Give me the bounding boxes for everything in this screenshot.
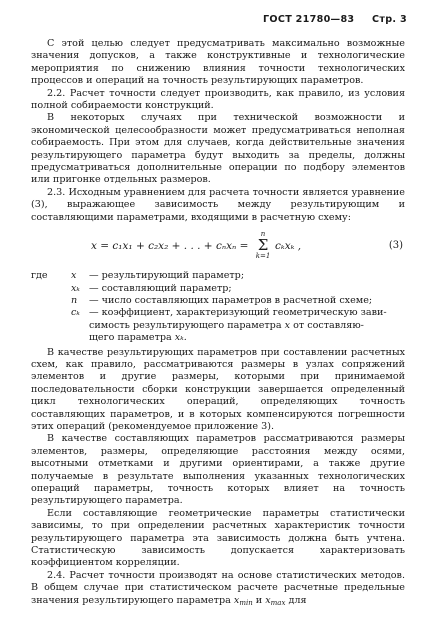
symbol-legend	[31, 270, 405, 344]
sum-upper-limit: n	[260, 230, 266, 239]
symbol-x-max: $x_{max}$	[265, 594, 286, 607]
legend-continuation: щего параметра xₖ.	[89, 332, 187, 344]
equation-number: (3)	[388, 240, 403, 252]
paragraph-purpose: С этой целью следует предусматривать максимально возможные значения допусков, а также конструктивные и технологические мероприятия по снижению влияния точности технологических процессов и операций на точность результирующих параметров.	[31, 38, 405, 87]
legend-text: — коэффициент, характеризующий геометрическую зави-	[89, 307, 387, 319]
paragraph-2-3: 2.3. Исходным уравнением для расчета точности является уравнение (3), выражающее зависимость между результирующим и составляющими параметрами, входящими в расчетную схему:	[31, 186, 405, 223]
legend-text: — число составляющих параметров в расчетной схеме;	[89, 294, 373, 306]
legend-continuation: симость результирующего параметра x от составляю-	[89, 319, 364, 331]
legend-symbol: cₖ	[71, 307, 80, 319]
paragraph-incomplete-assembly: В некоторых случаях при технической возможности и экономической целесообразности может предусматриваться неполная собираемость. При этом для случаев, когда действительные значения результирующего параметра будут выходить за пределы, должны предусматриваться дополнительные операции по подбору элементов или пригонке отдельных размеров.	[31, 112, 405, 186]
sigma-symbol: Σ	[257, 236, 269, 255]
symbol-x-min: $x_{min}$	[233, 594, 253, 607]
sum-operator	[253, 230, 273, 260]
legend-text: — результирующий параметр;	[89, 270, 245, 282]
legend-row	[31, 270, 405, 282]
page-body	[31, 38, 405, 609]
paragraph-2-2: 2.2. Расчет точности следует производить, как правило, из условия полной собираемости конструкций.	[31, 87, 405, 112]
paragraph-2-4: 2.4. Расчет точности производят на основе статистических методов. В общем случае при статистическом расчете расчетные предельные значения результирующего параметра $x_{min}$ и $x_{max}$ для	[31, 569, 405, 607]
equation-lhs: x = c₁x₁ + c₂x₂ + . . . + cₙxₙ =	[91, 240, 249, 253]
legend-symbol: xₖ	[71, 282, 80, 294]
page-number: 3	[400, 14, 407, 25]
paragraph-statistical-dependence: Если составляющие геометрические параметры статистически зависимы, то при определении расчетных характеристик точности результирующего параметра эта зависимость должна быть учтена. Статистическую зависимость допускается характеризовать коэффициентом корреляции.	[31, 507, 405, 569]
equation-3	[31, 230, 405, 266]
standard-number: ГОСТ 21780—83	[262, 14, 355, 25]
page-header	[263, 14, 407, 26]
legend-symbol: x	[71, 270, 77, 282]
page-label: Стр.	[372, 14, 397, 25]
legend-lead: где	[31, 270, 48, 282]
legend-text: — составляющий параметр;	[89, 282, 232, 294]
paragraph-component-params: В качестве составляющих параметров рассматриваются размеры элементов, размеры, определяющие расстояния между осями, высотными отметками и другими ориентирами, а также другие получаемые в результате выполнения указанных технологических операций параметры, точность которых влияет на точность результирующего параметра.	[31, 433, 405, 507]
legend-symbol: n	[71, 294, 78, 306]
legend-row	[31, 283, 405, 295]
legend-row	[31, 295, 405, 307]
equation-body	[91, 230, 302, 261]
equation-term: cₖxₖ ,	[275, 240, 302, 253]
paragraph-resulting-params: В качестве результирующих параметров при составлении расчетных схем, как правило, рассматриваются размеры в узлах сопряжений элементов и другие размеры, которыми при принимаемой последовательности сборки конструкции завершается определенный цикл технологических операций, определяющих точность составляющих параметров, и в которых компенсируются погрешности этих операций (рекомендуемое приложение 3).	[31, 346, 405, 432]
sum-lower-limit: k=1	[255, 252, 271, 261]
legend-row	[31, 307, 405, 319]
